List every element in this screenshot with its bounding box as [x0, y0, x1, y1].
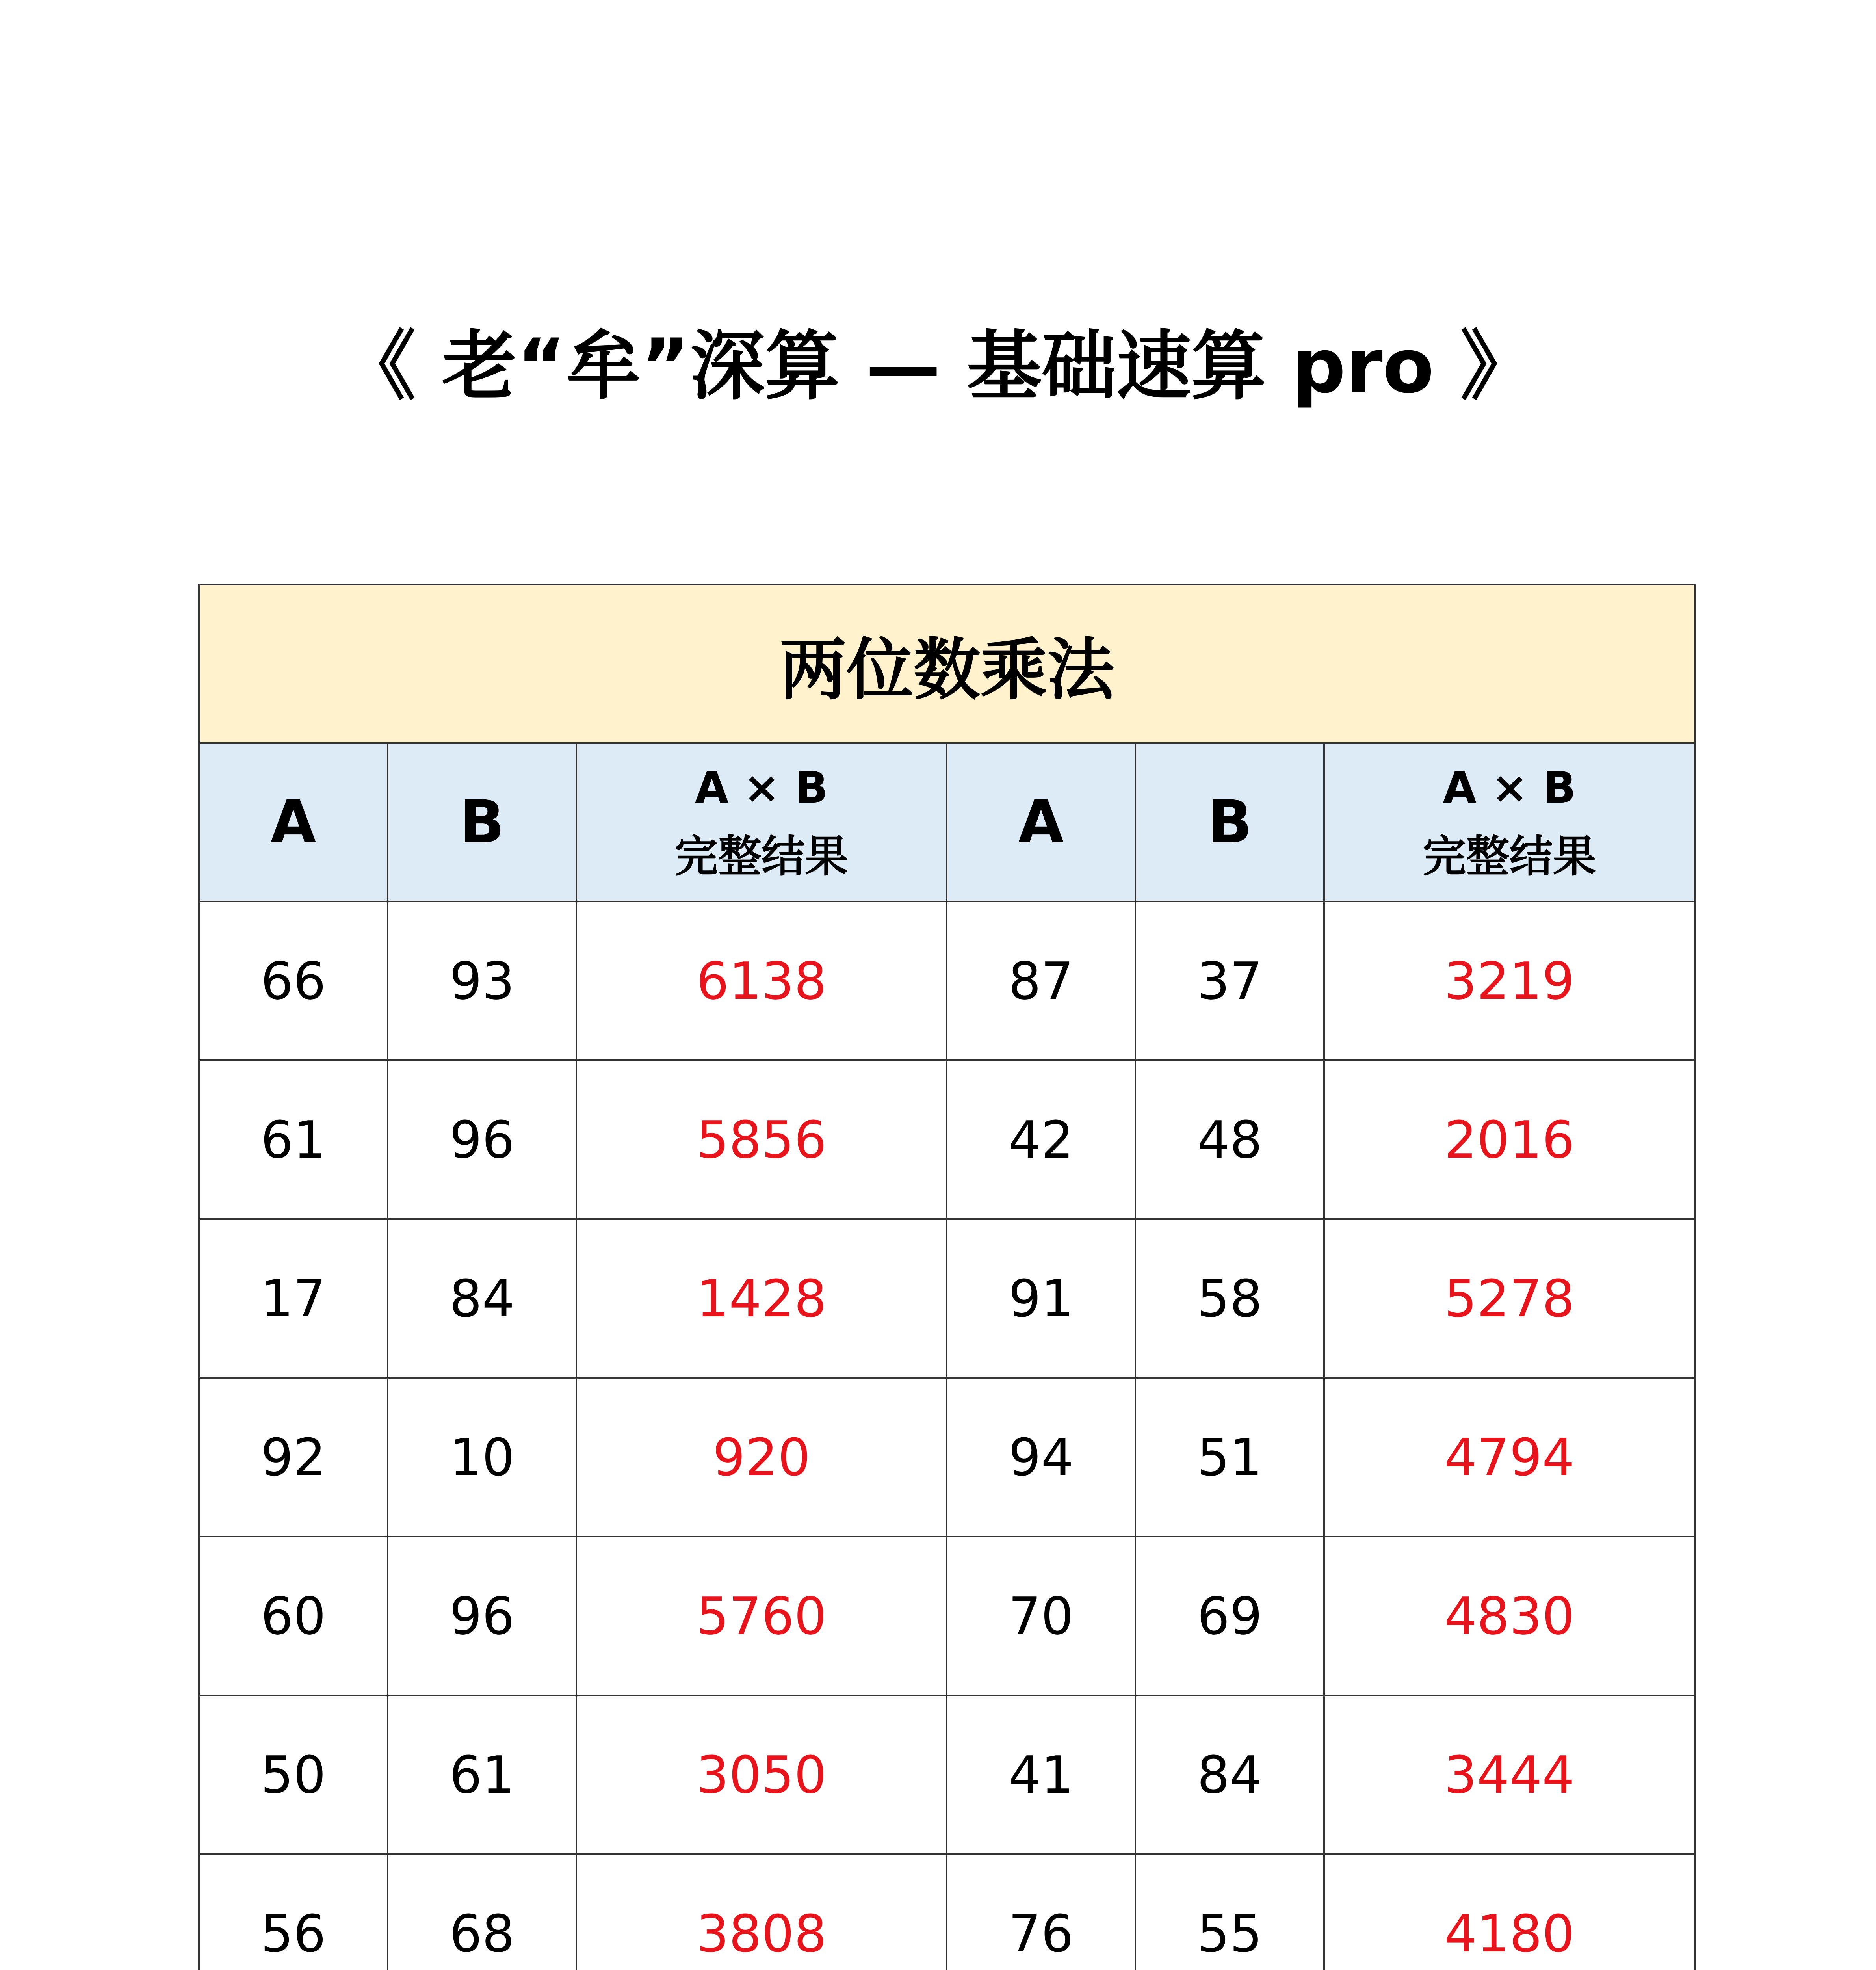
left-product-cell: 920: [576, 1378, 947, 1537]
left-product-cell: 5760: [576, 1537, 947, 1695]
left-b-cell: 68: [388, 1854, 576, 1970]
left-product-cell: 3808: [576, 1854, 947, 1970]
left-a-cell: 50: [199, 1695, 388, 1854]
header-product-line2: 完整结果: [675, 831, 848, 882]
table-row: [199, 1537, 1695, 1695]
right-a-cell: 87: [947, 901, 1135, 1060]
left-b-cell: 96: [388, 1537, 576, 1695]
right-product-cell: 3219: [1324, 901, 1695, 1060]
right-b-cell: 51: [1135, 1378, 1324, 1537]
right-b-cell: 48: [1135, 1060, 1324, 1219]
header-product-right: [1324, 743, 1695, 901]
right-b-cell: 69: [1135, 1537, 1324, 1695]
right-product-cell: 4794: [1324, 1378, 1695, 1537]
multiplication-table: [198, 584, 1696, 1970]
table-row: [199, 1378, 1695, 1537]
table-row: [199, 901, 1695, 1060]
left-b-cell: 93: [388, 901, 576, 1060]
left-a-cell: 66: [199, 901, 388, 1060]
left-b-cell: 10: [388, 1378, 576, 1537]
left-b-cell: 61: [388, 1695, 576, 1854]
left-a-cell: 17: [199, 1219, 388, 1378]
right-a-cell: 94: [947, 1378, 1135, 1537]
header-a-right: A: [947, 743, 1135, 901]
right-a-cell: 76: [947, 1854, 1135, 1970]
header-b-right: B: [1135, 743, 1324, 901]
header-row: [199, 743, 1695, 901]
header-product-line1: A × B: [695, 762, 828, 813]
right-b-cell: 55: [1135, 1854, 1324, 1970]
right-product-cell: 3444: [1324, 1695, 1695, 1854]
right-product-cell: 5278: [1324, 1219, 1695, 1378]
right-a-cell: 41: [947, 1695, 1135, 1854]
left-a-cell: 61: [199, 1060, 388, 1219]
header-b-left: B: [388, 743, 576, 901]
page-title: 《 老“牟”深算 — 基础速算 pro 》: [341, 323, 1535, 410]
header-a-left: A: [199, 743, 388, 901]
left-b-cell: 84: [388, 1219, 576, 1378]
right-product-cell: 2016: [1324, 1060, 1695, 1219]
table-caption: 两位数乘法: [199, 585, 1695, 743]
table-row: [199, 1219, 1695, 1378]
left-a-cell: 56: [199, 1854, 388, 1970]
right-b-cell: 58: [1135, 1219, 1324, 1378]
left-product-cell: 5856: [576, 1060, 947, 1219]
left-a-cell: 60: [199, 1537, 388, 1695]
right-product-cell: 4180: [1324, 1854, 1695, 1970]
left-product-cell: 6138: [576, 901, 947, 1060]
left-b-cell: 96: [388, 1060, 576, 1219]
left-a-cell: 92: [199, 1378, 388, 1537]
table-row: [199, 1854, 1695, 1970]
right-product-cell: 4830: [1324, 1537, 1695, 1695]
header-product-line2: 完整结果: [1423, 831, 1596, 882]
right-b-cell: 84: [1135, 1695, 1324, 1854]
left-product-cell: 3050: [576, 1695, 947, 1854]
right-a-cell: 42: [947, 1060, 1135, 1219]
right-b-cell: 37: [1135, 901, 1324, 1060]
header-product-line1: A × B: [1443, 762, 1576, 813]
header-product-left: [576, 743, 947, 901]
caption-row: [199, 585, 1695, 743]
table-row: [199, 1060, 1695, 1219]
right-a-cell: 91: [947, 1219, 1135, 1378]
left-product-cell: 1428: [576, 1219, 947, 1378]
table-row: [199, 1695, 1695, 1854]
right-a-cell: 70: [947, 1537, 1135, 1695]
